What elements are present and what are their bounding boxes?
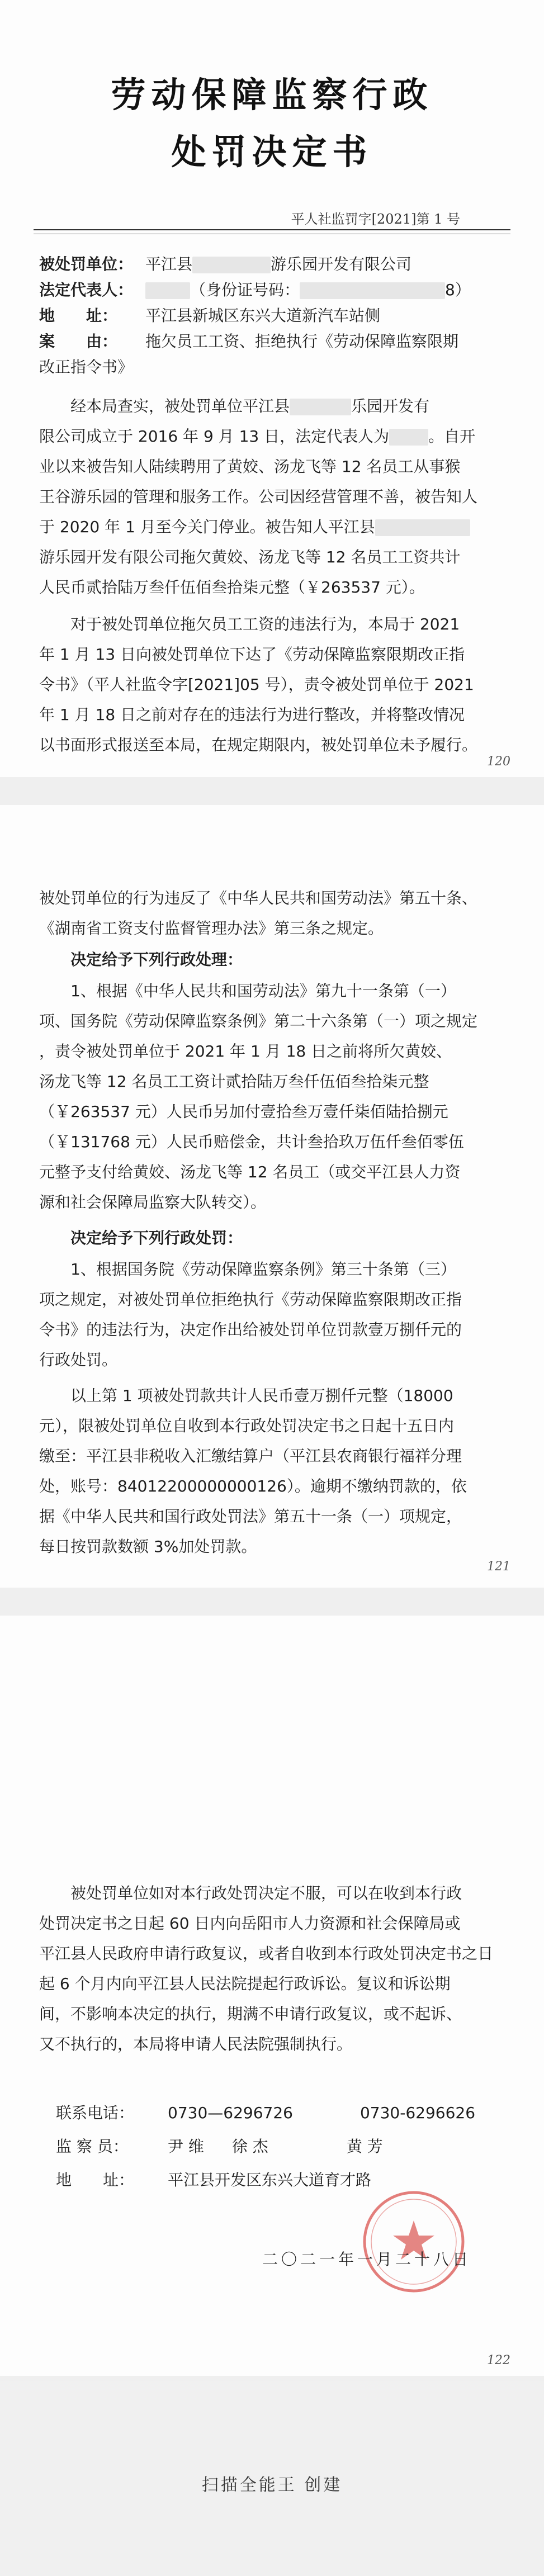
office-address-row [56,2163,371,2197]
page-mark: 121 [487,1560,510,1574]
text-line: 项之规定，对被处罚单位拒绝执行《劳动保障监察限期改正指 [39,1290,462,1309]
respondent-row [39,252,510,277]
section-heading-handling: 决定给予下列行政处理： [70,950,243,969]
respondent-value-end: 游乐园开发有限公司 [271,255,412,273]
text-line: 乐园开发有 [351,397,430,415]
text-line: 元），限被处罚单位自收到本行政处罚决定书之日起十五日内 [39,1417,455,1435]
violation-paragraph [39,883,510,944]
redaction-block [145,282,190,299]
text-line: 起 6 个月内向平江县人民法院提起行政诉讼。复议和诉讼期 [39,1974,451,1993]
redaction-block [192,257,271,273]
text-line: 令书》（平人社监令字[2021]05 号），责令被处罚单位于 2021 [39,675,474,694]
text-line: （￥131768 元）人民币赔偿金，共计叁拾玖万伍仟叁佰零伍 [39,1133,464,1151]
text-line: 限公司成立于 2016 年 9 月 13 日，法定代表人为 [39,427,390,446]
case-value-2: 改正指令书》 [39,358,134,376]
text-line: 经本局查实，被处罚单位平江县 [70,397,290,415]
document-title-line-2: 处罚决定书 [171,131,373,172]
office-address-label: 地 址： [56,2171,135,2189]
redaction-block [290,399,351,415]
finding-paragraph [39,391,510,603]
text-line: 处，账号：84012200000000126）。逾期不缴纳罚款的，依 [39,1477,467,1495]
legal-rep-end: 8） [445,281,471,299]
text-line: 人民币贰拾陆万叁仟伍佰叁拾柒元整（￥263537 元）。 [39,578,425,596]
address-value: 平江县新城区东兴大道新汽车站侧 [145,306,381,325]
case-value-1: 拖欠员工工资、拒绝执行《劳动保障监察限期 [145,332,459,351]
text-line: 处罚决定书之日起 60 日内向岳阳市人力资源和社会保障局或 [39,1914,461,1933]
section-heading-penalty: 决定给予下列行政处罚： [70,1229,243,1247]
text-line: 以书面形式报送至本局，在规定期限内，被处罚单位未予履行。 [39,736,478,754]
address-row [39,303,510,329]
inspector-row [56,2130,383,2163]
legal-rep-value: （身份证号码： [190,281,300,299]
header-divider [34,229,510,230]
text-line: 每日按罚款数额 3%加处罚款。 [39,1537,257,1556]
text-line: （￥263537 元）人民币另加付壹拾叁万壹仟柒佰陆拾捌元 [39,1102,448,1121]
page-mark: 122 [487,2354,510,2367]
text-line: 对于被处罚单位拖欠员工工资的违法行为，本局于 2021 [70,615,460,633]
office-address-value: 平江县开发区东兴大道育才路 [168,2171,372,2189]
redaction-block [375,519,470,536]
text-line: ，责令被处罚单位于 2021 年 1 月 18 日之前将所欠黄姣、 [39,1042,452,1060]
inspector-name-2: 徐 杰 [231,2137,268,2156]
respondent-label: 被处罚单位： [39,255,134,273]
scanner-watermark-text: 扫描全能王 创建 [201,2475,343,2495]
text-line: 王谷游乐园的管理和服务工作。公司因经营管理不善，被告知人 [39,487,478,506]
text-line: 年 1 月 18 日之前对存在的违法行为进行整改，并将整改情况 [39,705,465,724]
document-page-2 [0,805,544,1588]
text-line: 游乐园开发有限公司拖欠黄姣、汤龙飞等 12 名员工工资共计 [39,548,461,566]
text-line: 年 1 月 13 日向被处罚单位下达了《劳动保障监察限期改正指 [39,645,465,664]
text-line: 。自开 [428,427,476,446]
handling-paragraph [39,976,510,1218]
document-page-1 [0,0,544,777]
text-line: 缴至：平江县非税收入汇缴结算户（平江县农商银行福祥分理 [39,1447,462,1465]
text-line: 1、根据国务院《劳动保障监察条例》第三十条第（三） [70,1260,456,1278]
text-line: 据《中华人民共和国行政处罚法》第五十一条（一）项规定， [39,1507,462,1526]
case-row [39,329,510,354]
text-line: 平江县人民政府申请行政复议，或者自收到本行政处罚决定书之日 [39,1944,494,1963]
order-paragraph [39,609,510,760]
text-line: 行政处罚。 [39,1351,118,1369]
case-label: 案 由： [39,332,118,351]
payment-paragraph [39,1381,510,1562]
official-seal-stamp [358,2186,470,2298]
redaction-block [300,282,445,299]
text-line: 业以来被告知人陆续聘用了黄姣、汤龙飞等 12 名员工从事猴 [39,457,461,476]
legal-rep-row [39,277,510,303]
text-line: 被处罚单位的行为违反了《中华人民共和国劳动法》第五十条、 [39,889,478,907]
inspector-label: 监 察 员： [56,2137,129,2156]
text-line: 汤龙飞等 12 名员工工资计贰拾陆万叁仟伍佰叁拾柒元整 [39,1072,429,1091]
inspector-name-3: 黄 芳 [346,2137,383,2156]
text-line: 《湖南省工资支付监督管理办法》第三条之规定。 [39,919,384,937]
respondent-value: 平江县 [145,255,193,273]
phone-number-2: 0730-6296626 [359,2104,476,2122]
address-label: 地 址： [39,306,118,325]
document-title-line-1: 劳动保障监察行政 [111,74,433,115]
appeal-paragraph [39,1878,510,2059]
text-line: 令书》的违法行为，决定作出给被处罚单位罚款壹万捌仟元的 [39,1320,462,1339]
text-line: 元整予支付给黄姣、汤龙飞等 12 名员工（或交平江县人力资 [39,1163,461,1181]
text-line: 间，不影响本决定的执行，期满不申请行政复议，或不起诉、 [39,2005,462,2023]
text-line: 被处罚单位如对本行政处罚决定不服，可以在收到本行政 [70,1884,462,1902]
document-page-3 [0,1616,544,2376]
page-mark: 120 [487,755,510,769]
redaction-block [389,429,428,446]
text-line: 1、根据《中华人民共和国劳动法》第九十一条第（一） [70,982,456,1000]
legal-rep-label: 法定代表人： [39,281,134,299]
issue-date: 二〇二一年一月二十八日 [262,2250,471,2269]
inspector-name-1: 尹 维 [168,2137,204,2156]
text-line: 以上第 1 项被处罚款共计人民币壹万捌仟元整（18000 [70,1386,453,1405]
text-line: 源和社会保障局监察大队转交）。 [39,1193,267,1211]
text-line: 于 2020 年 1 月至今关门停业。被告知人平江县 [39,518,375,536]
text-line: 项、国务院《劳动保障监察条例》第二十六条第（一）项之规定 [39,1012,478,1030]
scanner-footer [0,2381,544,2576]
penalty-paragraph [39,1254,510,1375]
text-line: 又不执行的，本局将申请人民法院强制执行。 [39,2035,353,2053]
case-row-cont [39,354,510,380]
phone-number-1: 0730—6296726 [168,2104,293,2122]
document-number: 平人社监罚字[2021]第 1 号 [291,211,460,227]
phone-row [56,2096,475,2130]
phone-label: 联系电话： [56,2104,135,2122]
